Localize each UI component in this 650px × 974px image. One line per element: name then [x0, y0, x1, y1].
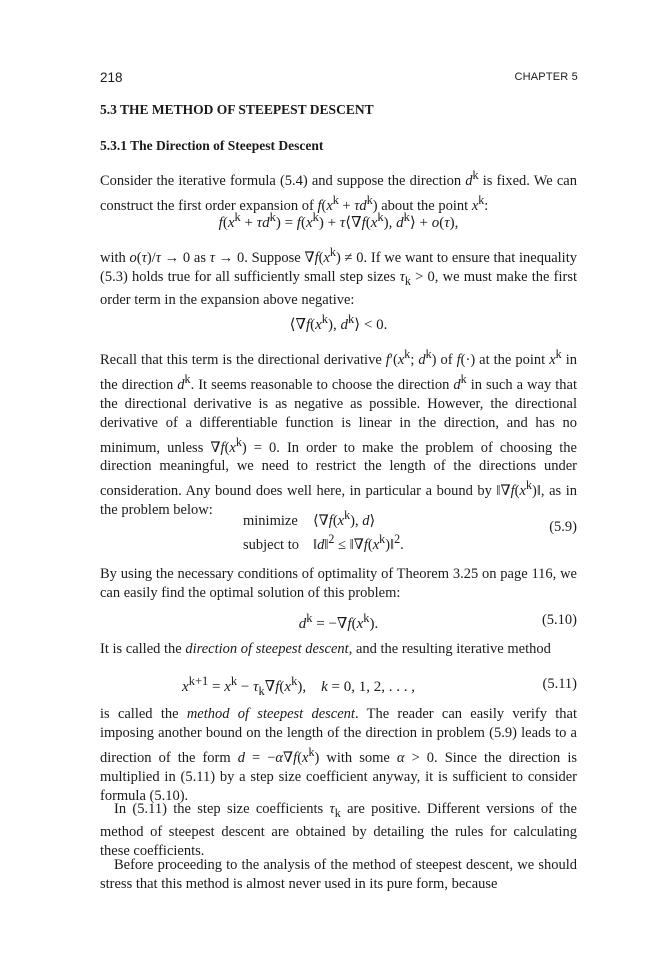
problem-objective: minimize $⟨\nabla f(x^k)$, d⟩: [243, 508, 376, 529]
chapter-header: CHAPTER 5: [514, 71, 578, 83]
equation-5-10: $d^k = -\nabla f(x^k)$.: [298, 611, 379, 632]
equation-expansion: $f(x^k + \tau d^k) = f(x^k)$ + $\tau⟨\nabla f(x^k)$, $d^k⟩ + o(\tau)$,: [218, 210, 459, 231]
paragraph-2: with o(τ)/τ → 0 as τ → 0. Suppose $\nabla f(x^k) \ne 0$. If we want to ensure that inequality (5.3) holds true for all sufficiently small step sizes $\tau_k > 0$, we must make the first order term in the expansion above negative:: [100, 245, 577, 308]
subject-to-label: subject to: [243, 536, 299, 553]
equation-5-11: $x^{k+1} = x^k - \tau_k\nabla f(x^k)$, k = 0, 1, 2, . . . ,: [182, 674, 415, 698]
page-number: 218: [100, 70, 123, 85]
paragraph-4: By using the necessary conditions of optimality of Theorem 3.25 on page 116, we can easily find the optimal solution of this problem:: [100, 566, 577, 601]
paragraph-6: is called the method of steepest descent. The reader can easily verify that imposing another bound on the length of the direction in problem (5.9) leads to a direction of the form $d = -\alpha\nabla f(x^k)$ with some α > 0. Since the direction is multiplied in (5.11) by a step size coefficient anyway, it is sufficient to consider formula (5.10).: [100, 706, 577, 804]
section-title: 5.3 THE METHOD OF STEEPEST DESCENT: [100, 102, 374, 117]
subsection-title: 5.3.1 The Direction of Steepest Descent: [100, 138, 324, 153]
equation-number-5-11: (5.11): [542, 676, 577, 692]
equation-number-5-10: (5.10): [541, 612, 577, 628]
problem-constraint: subject to ‖d‖$^2$ ≤ $‖\nabla f(x^k)‖^2$.: [243, 532, 404, 553]
paragraph-7: In (5.11) the step size coefficients $\tau_k$ are positive. Different versions of the method of steepest descent are obtained by detailing the rules for calculating these coefficients.: [100, 801, 577, 859]
equation-negative-term: $⟨\nabla f(x^k)$, $d^k⟩ < 0$.: [289, 312, 388, 333]
paragraph-5: It is called the direction of steepest descent, and the resulting iterative method: [100, 641, 551, 657]
paragraph-3: Recall that this term is the directional derivative $f'(x^k$; $d^k$) of f(·) at the point $x^k$ in the direction $d^k$. It seems reasonable to choose the direction $d^k$ in such a way that the directional derivative is as negative as possible. However, the directional derivative of a differentiable function is linear in the direction, and has no minimum, unless $\nabla f(x^k) = 0$. In order to make the problem of choosing the direction meaningful, we need to restrict the length of the directions under consideration. Any bound does well here, in particular a bound by $‖\nabla f(x^k)‖$, as in the problem below:: [100, 347, 577, 519]
minimize-label: minimize: [243, 512, 298, 529]
equation-number-5-9: (5.9): [549, 519, 577, 535]
paragraph-8: Before proceeding to the analysis of the method of steepest descent, we should stress that this method is almost never used in its pure form, because: [100, 857, 577, 892]
paragraph-1: Consider the iterative formula (5.4) and suppose the direction $d^k$ is fixed. We can construct the first order expansion of $f(x^k + \tau d^k)$ about the point $x^k$:: [100, 168, 577, 214]
